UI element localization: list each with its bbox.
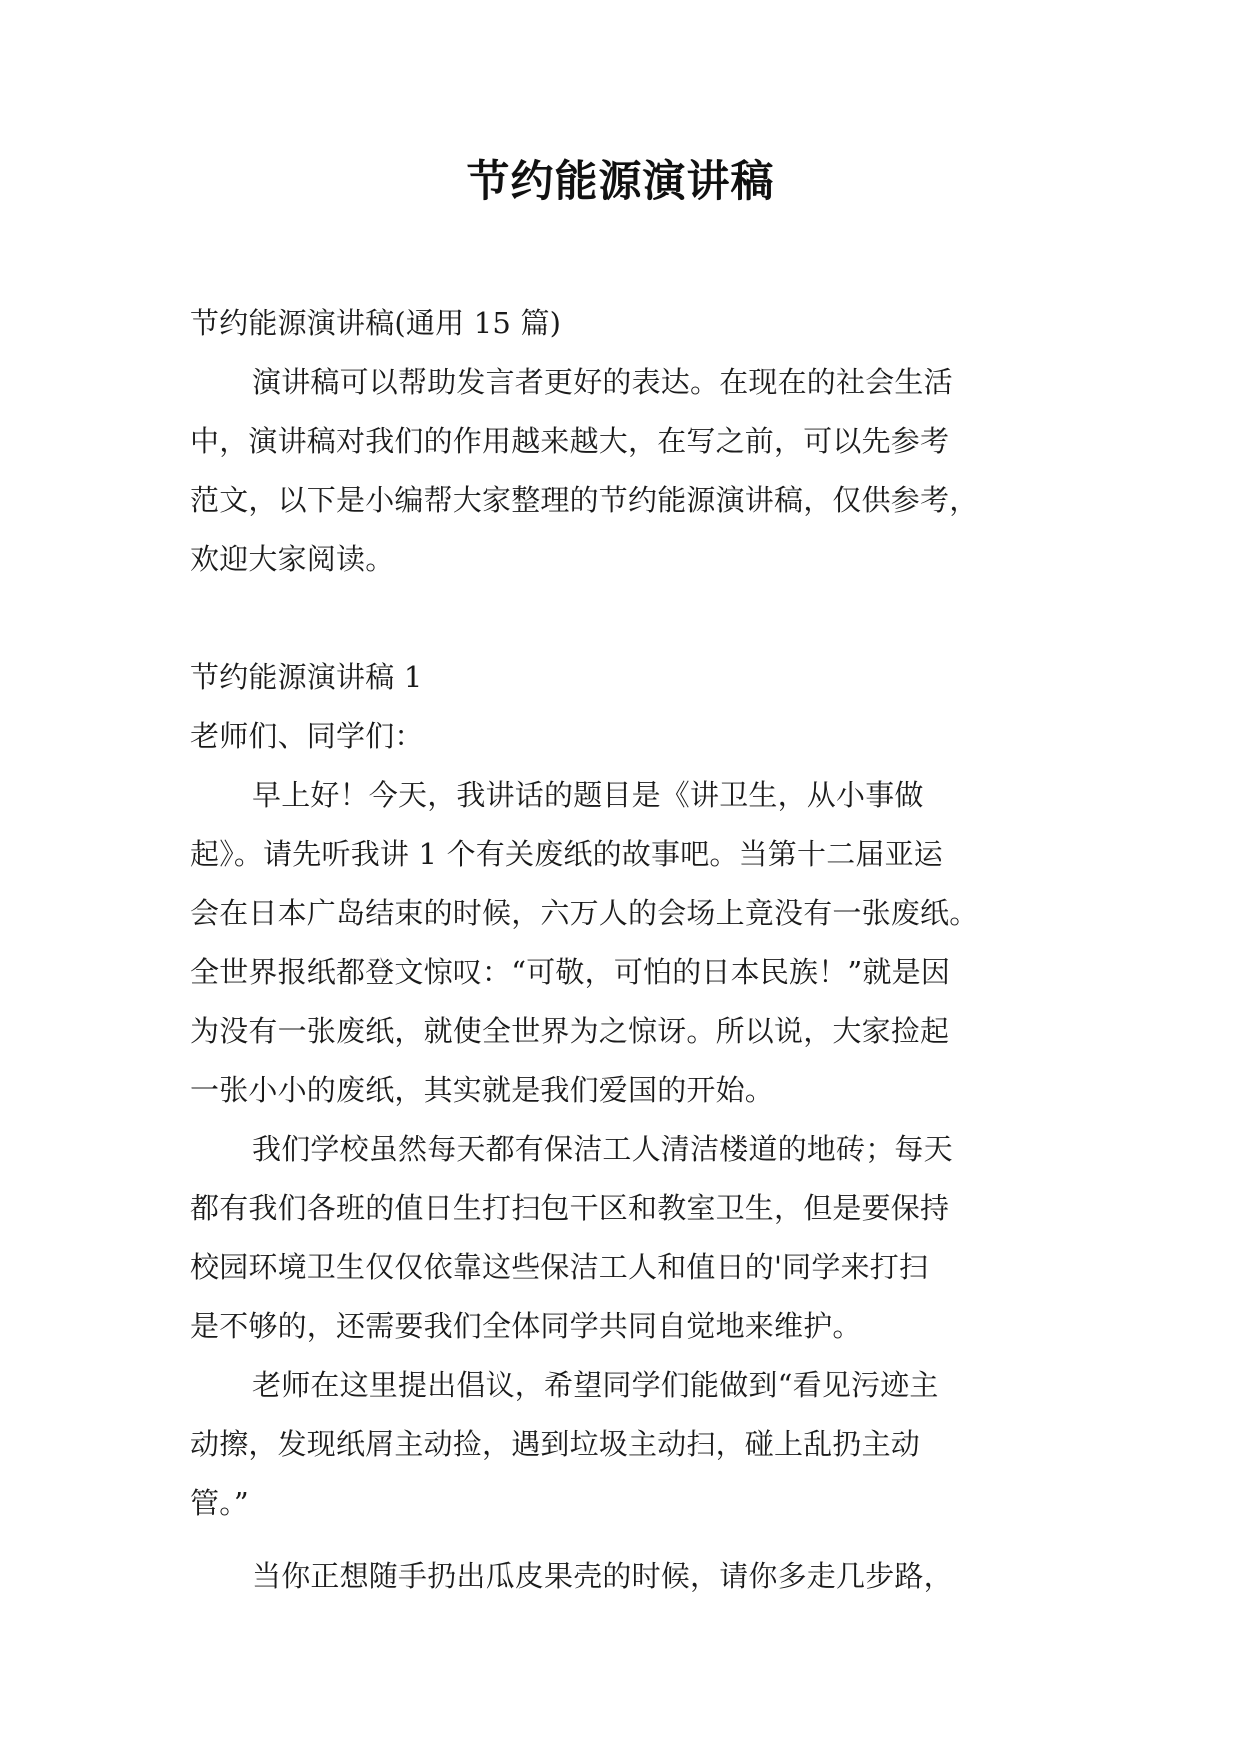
paragraph-line: 当你正想随手扔出瓜皮果壳的时候，请你多走几步路， [252,1559,953,1593]
paragraph-line: 中，演讲稿对我们的作用越来越大，在写之前，可以先参考 [190,424,950,458]
paragraph-line: 演讲稿可以帮助发言者更好的表达。在现在的社会生活 [252,365,953,399]
paragraph-line: 为没有一张废纸，就使全世界为之惊讶。所以说，大家捡起 [190,1014,950,1048]
document-body [190,294,1050,1606]
paragraph-1 [190,766,1050,1120]
paragraph-line: 动擦，发现纸屑主动捡，遇到垃圾主动扫，碰上乱扔主动 [190,1427,921,1461]
paragraph-line: 全世界报纸都登文惊叹：“可敬，可怕的日本民族！”就是因 [190,955,951,989]
paragraph-line: 校园环境卫生仅仅依靠这些保洁工人和值日的'同学来打扫 [190,1250,929,1284]
document-title: 节约能源演讲稿 [466,157,775,207]
section-spacer [190,589,1050,648]
paragraph-line: 范文，以下是小编帮大家整理的节约能源演讲稿，仅供参考， [190,483,979,517]
paragraph-line: 都有我们各班的值日生打扫包干区和教室卫生，但是要保持 [190,1191,950,1225]
intro-paragraph [190,353,1050,589]
paragraph-4 [190,1547,1050,1606]
paragraph-3 [190,1356,1050,1533]
paragraph-line: 老师在这里提出倡议，希望同学们能做到“看见污迹主 [252,1368,939,1402]
section-heading: 节约能源演讲稿 1 [190,660,423,694]
paragraph-line: 我们学校虽然每天都有保洁工人清洁楼道的地砖；每天 [252,1132,953,1166]
paragraph-line: 起》。请先听我讲 1 个有关废纸的故事吧。当第十二届亚运 [190,837,943,871]
document-subtitle: 节约能源演讲稿(通用 15 篇) [190,306,562,340]
paragraph-line: 一张小小的废纸，其实就是我们爱国的开始。 [190,1073,775,1107]
paragraph-line: 会在日本广岛结束的时候，六万人的会场上竟没有一张废纸。 [190,896,979,930]
paragraph-2 [190,1120,1050,1356]
paragraph-spacer [190,1533,1050,1547]
paragraph-line: 是不够的，还需要我们全体同学共同自觉地来维护。 [190,1309,862,1343]
paragraph-line: 欢迎大家阅读。 [190,542,395,576]
paragraph-line: 早上好！今天，我讲话的题目是《讲卫生，从小事做 [252,778,924,812]
greeting: 老师们、同学们： [190,719,424,753]
paragraph-line: 管。” [190,1486,249,1520]
